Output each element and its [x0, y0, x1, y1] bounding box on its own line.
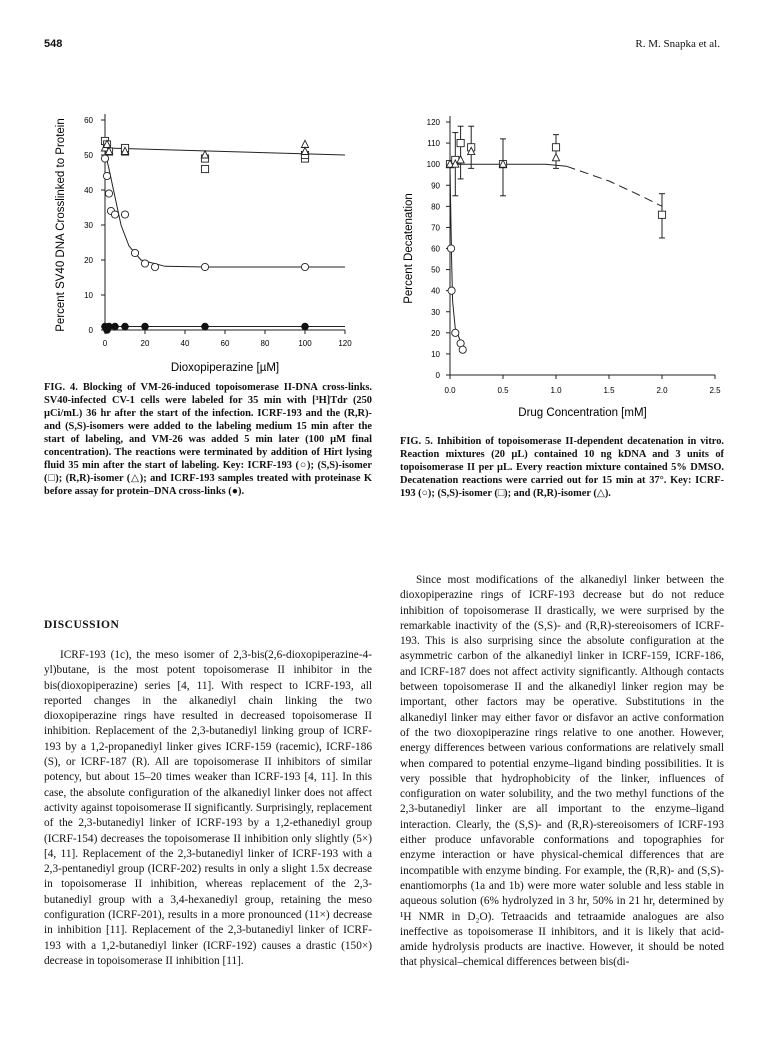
- data-point: [552, 144, 559, 151]
- data-point: [452, 329, 459, 336]
- y-axis-label: Percent Decatenation: [403, 193, 415, 304]
- data-point: [111, 323, 119, 331]
- y-tick-label: 50: [431, 265, 440, 275]
- y-tick-label: 120: [426, 118, 440, 127]
- x-tick-label: 40: [180, 339, 190, 348]
- x-tick-label: 0.0: [444, 386, 456, 395]
- data-point: [459, 346, 466, 353]
- fig4-caption-body: SV40-infected CV-1 cells were labeled for 35 min with [³H]Tdr (250 µCi/mL) 36 hr after the start of the infection. ICRF-193 and the (R,R)- and (S,S)-isomers were added to the labeling medium 15 min after the start of labeling, and VM-26 was added 5 min later (100 µM final concentration). The reactions were terminated by addition of Hirt lysing fluid 35 min after the start of labeling. Key: ICRF-193 (○); (S,S)-isomer (□); (R,R)-isomer (△); and ICRF-193 samples treated with proteinase K before assay for protein–DNA cross-links (●).: [44, 395, 372, 497]
- fig5-caption-body: Reaction mixtures (20 µL) contained 10 ng kDNA and 3 units of topoisomerase II per µL. Every reaction mixture contained 5% DMSO. Decatenation reactions were carried out for 15 min at 37°. Key: ICRF-193 (○); (S,S)-isomer (□); and (R,R)-isomer (△).: [400, 449, 724, 499]
- fig4-caption-title: Blocking of VM-26-induced topoisomerase II-DNA cross-links.: [82, 382, 372, 393]
- fig4-caption-label: FIG. 4.: [44, 382, 78, 393]
- data-point: [301, 263, 308, 270]
- y-tick-label: 30: [431, 307, 440, 317]
- data-point: [141, 323, 149, 331]
- y-tick-label: 40: [431, 286, 440, 296]
- data-point: [131, 249, 138, 256]
- running-head: R. M. Snapka et al.: [635, 38, 720, 50]
- data-point: [141, 260, 148, 267]
- y-tick-label: 20: [431, 328, 440, 338]
- y-tick-label: 0: [435, 371, 440, 380]
- data-point: [552, 154, 559, 161]
- data-point: [201, 165, 208, 172]
- data-point: [301, 323, 309, 331]
- data-point: [201, 323, 209, 331]
- fig5-caption-label: FIG. 5.: [400, 436, 433, 447]
- y-tick-label: 60: [84, 116, 93, 125]
- y-tick-label: 110: [427, 139, 440, 149]
- y-tick-label: 50: [84, 151, 93, 160]
- data-point: [658, 211, 665, 218]
- data-point: [201, 263, 208, 270]
- data-point: [111, 211, 118, 218]
- discussion-column-2: [400, 573, 724, 971]
- data-point: [201, 151, 208, 158]
- y-tick-label: 10: [431, 349, 440, 359]
- x-tick-label: 2.0: [656, 386, 668, 395]
- x-tick-label: 0: [102, 339, 108, 348]
- fit-curve: [567, 166, 662, 206]
- x-tick-label: 2.5: [709, 386, 721, 395]
- y-tick-label: 10: [84, 291, 93, 300]
- data-point: [151, 263, 158, 270]
- y-tick-label: 100: [426, 160, 440, 170]
- y-tick-label: 70: [431, 223, 440, 233]
- y-axis-label: Percent SV40 DNA Crosslinked to Protein: [55, 118, 67, 332]
- data-point: [447, 245, 454, 252]
- discussion-paragraph-2: Since most modifications of the alkanediyl linker between the dioxopiperazine rings of ICRF-193 decrease but do not reduce inhibition of topoisomerase II drastically, we were surprised by the remarkable inactivity of the (S,S)- and (R,R)-stereoisomers of ICRF-193. This is also surprising since the absolute configuration at the asymmetric carbon of the alkanediyl linker in ICRF-159, ICRF-186, and ICRF-187 does not affect activity significantly. Although contacts between topoisomerase II and the alkanediyl linker region may be important, other factors may be operative. Substitutions in the alkanediyl linker may either favor or disfavor an active conformation of the two dioxopiperazine rings relative to one another. However, energy differences between various conformations are relatively small when compared to potential enzyme–ligand binding possibilities. It is very possible that hydrophobicity of the linker, influences of configuration on water solubility, and the two methyl functions of the 2,3-butanediyl linker are all important to the enzyme–ligand interaction. Clearly, the (S,S)- and (R,R)-stereoisomers of ICRF-193 either produce unfavorable conformations and topographies for enzyme interaction or have physical-chemical differences that are incompatible with enzyme binding. For example, the (R,R)- and (S,S)-enantiomorphs (1a and 1b) were more water soluble and less stable in aqueous solution (6% hydrolyzed in 3 hr, 50% in 21 hr, determined by ¹H NMR in D₂O). Tetraacids and tetraamide analogues are also ineffective as topoisomerase II inhibitors, and it is likely that acid-amide hydrolysis products are inactive. However, it should be noted that physical–chemical differences between bis(di-: [400, 574, 724, 969]
- x-tick-label: 80: [260, 339, 270, 348]
- data-point: [121, 323, 129, 331]
- x-tick-label: 1.5: [603, 386, 615, 395]
- fit-curve: [450, 164, 567, 166]
- discussion-heading: DISCUSSION: [44, 619, 120, 631]
- fit-curve: [105, 152, 345, 268]
- y-tick-label: 40: [84, 186, 93, 195]
- data-point: [448, 287, 455, 294]
- data-point: [105, 190, 112, 197]
- x-tick-label: 0.5: [497, 386, 509, 395]
- figure-4-chart: [30, 105, 370, 375]
- figure-4-caption: [44, 381, 372, 498]
- discussion-paragraph-1: ICRF-193 (1c), the meso isomer of 2,3-bis(2,6-dioxopiperazine-4-yl)butane, is the most potent topoisomerase II inhibitor in the bis(dioxopiperazine) series [4, 11]. With respect to ICRF-193, all reported changes in the alkanediyl chain linking the two dioxopiperazine rings have resulted in decreased topoisomerase II inhibition. Replacement of the 2,3-butanediyl linking group of ICRF-193 by a 1,2-propanediyl linker gives ICRF-159 (racemic), ICRF-186 (S), or ICRF-187 (R). All are topoisomerase II inhibitors of similar potency, but about 15–20 times weaker than ICRF-193 [4, 11]. In this case, the absolute configuration of the alkanediyl linker does not affect activity against topoisomerase II significantly. Surprisingly, replacement of the 2,3-butanediyl linker of ICRF-193 by a 1,2-ethanediyl group (ICRF-154) decreases the topoisomerase II inhibition only slightly (5×) [4, 11]. Replacement of the 2,3-butanediyl linker of ICRF-193 with a 2,3-pentanediyl group (ICRF-202) results in only a slight 1.5x decrease in topoisomerase II inhibition, whereas replacement of the 2,3-butanediyl group with a 3,4-hexanediyl group, retaining the meso configuration (ICRF-201), results in a more pronounced (11×) decrease in inhibition [11]. Replacement of the 2,3-butanediyl linker of ICRF-193 with a 1,2-butanediyl linker (ICRF-192) causes a drastic (150×) decrease in topoisomerase II inhibition [11].: [44, 649, 372, 967]
- y-tick-label: 20: [84, 256, 93, 265]
- discussion-column-1: [44, 648, 372, 969]
- x-axis-label: Dioxopiperazine [µM]: [170, 362, 280, 374]
- fig5-caption-title: Inhibition of topoisomerase II-dependent decatenation in vitro.: [436, 436, 724, 447]
- y-tick-label: 0: [88, 326, 93, 335]
- data-point: [301, 147, 308, 154]
- figure-5-chart: [390, 105, 730, 435]
- y-tick-label: 60: [431, 244, 440, 254]
- x-axis-label: Drug Concentration [mM]: [518, 407, 647, 419]
- data-point: [457, 139, 464, 146]
- y-tick-label: 80: [431, 202, 440, 212]
- data-point: [103, 172, 110, 179]
- x-tick-label: 1.0: [550, 386, 562, 395]
- x-tick-label: 60: [220, 339, 230, 348]
- fit-curve: [450, 164, 464, 350]
- x-tick-label: 120: [338, 339, 352, 348]
- x-tick-label: 20: [140, 339, 150, 348]
- y-tick-label: 90: [431, 181, 440, 191]
- data-point: [121, 211, 128, 218]
- x-tick-label: 100: [298, 339, 312, 348]
- y-tick-label: 30: [84, 221, 93, 230]
- data-point: [101, 155, 108, 162]
- figure-5-caption: [400, 435, 724, 500]
- page-number: 548: [44, 38, 63, 50]
